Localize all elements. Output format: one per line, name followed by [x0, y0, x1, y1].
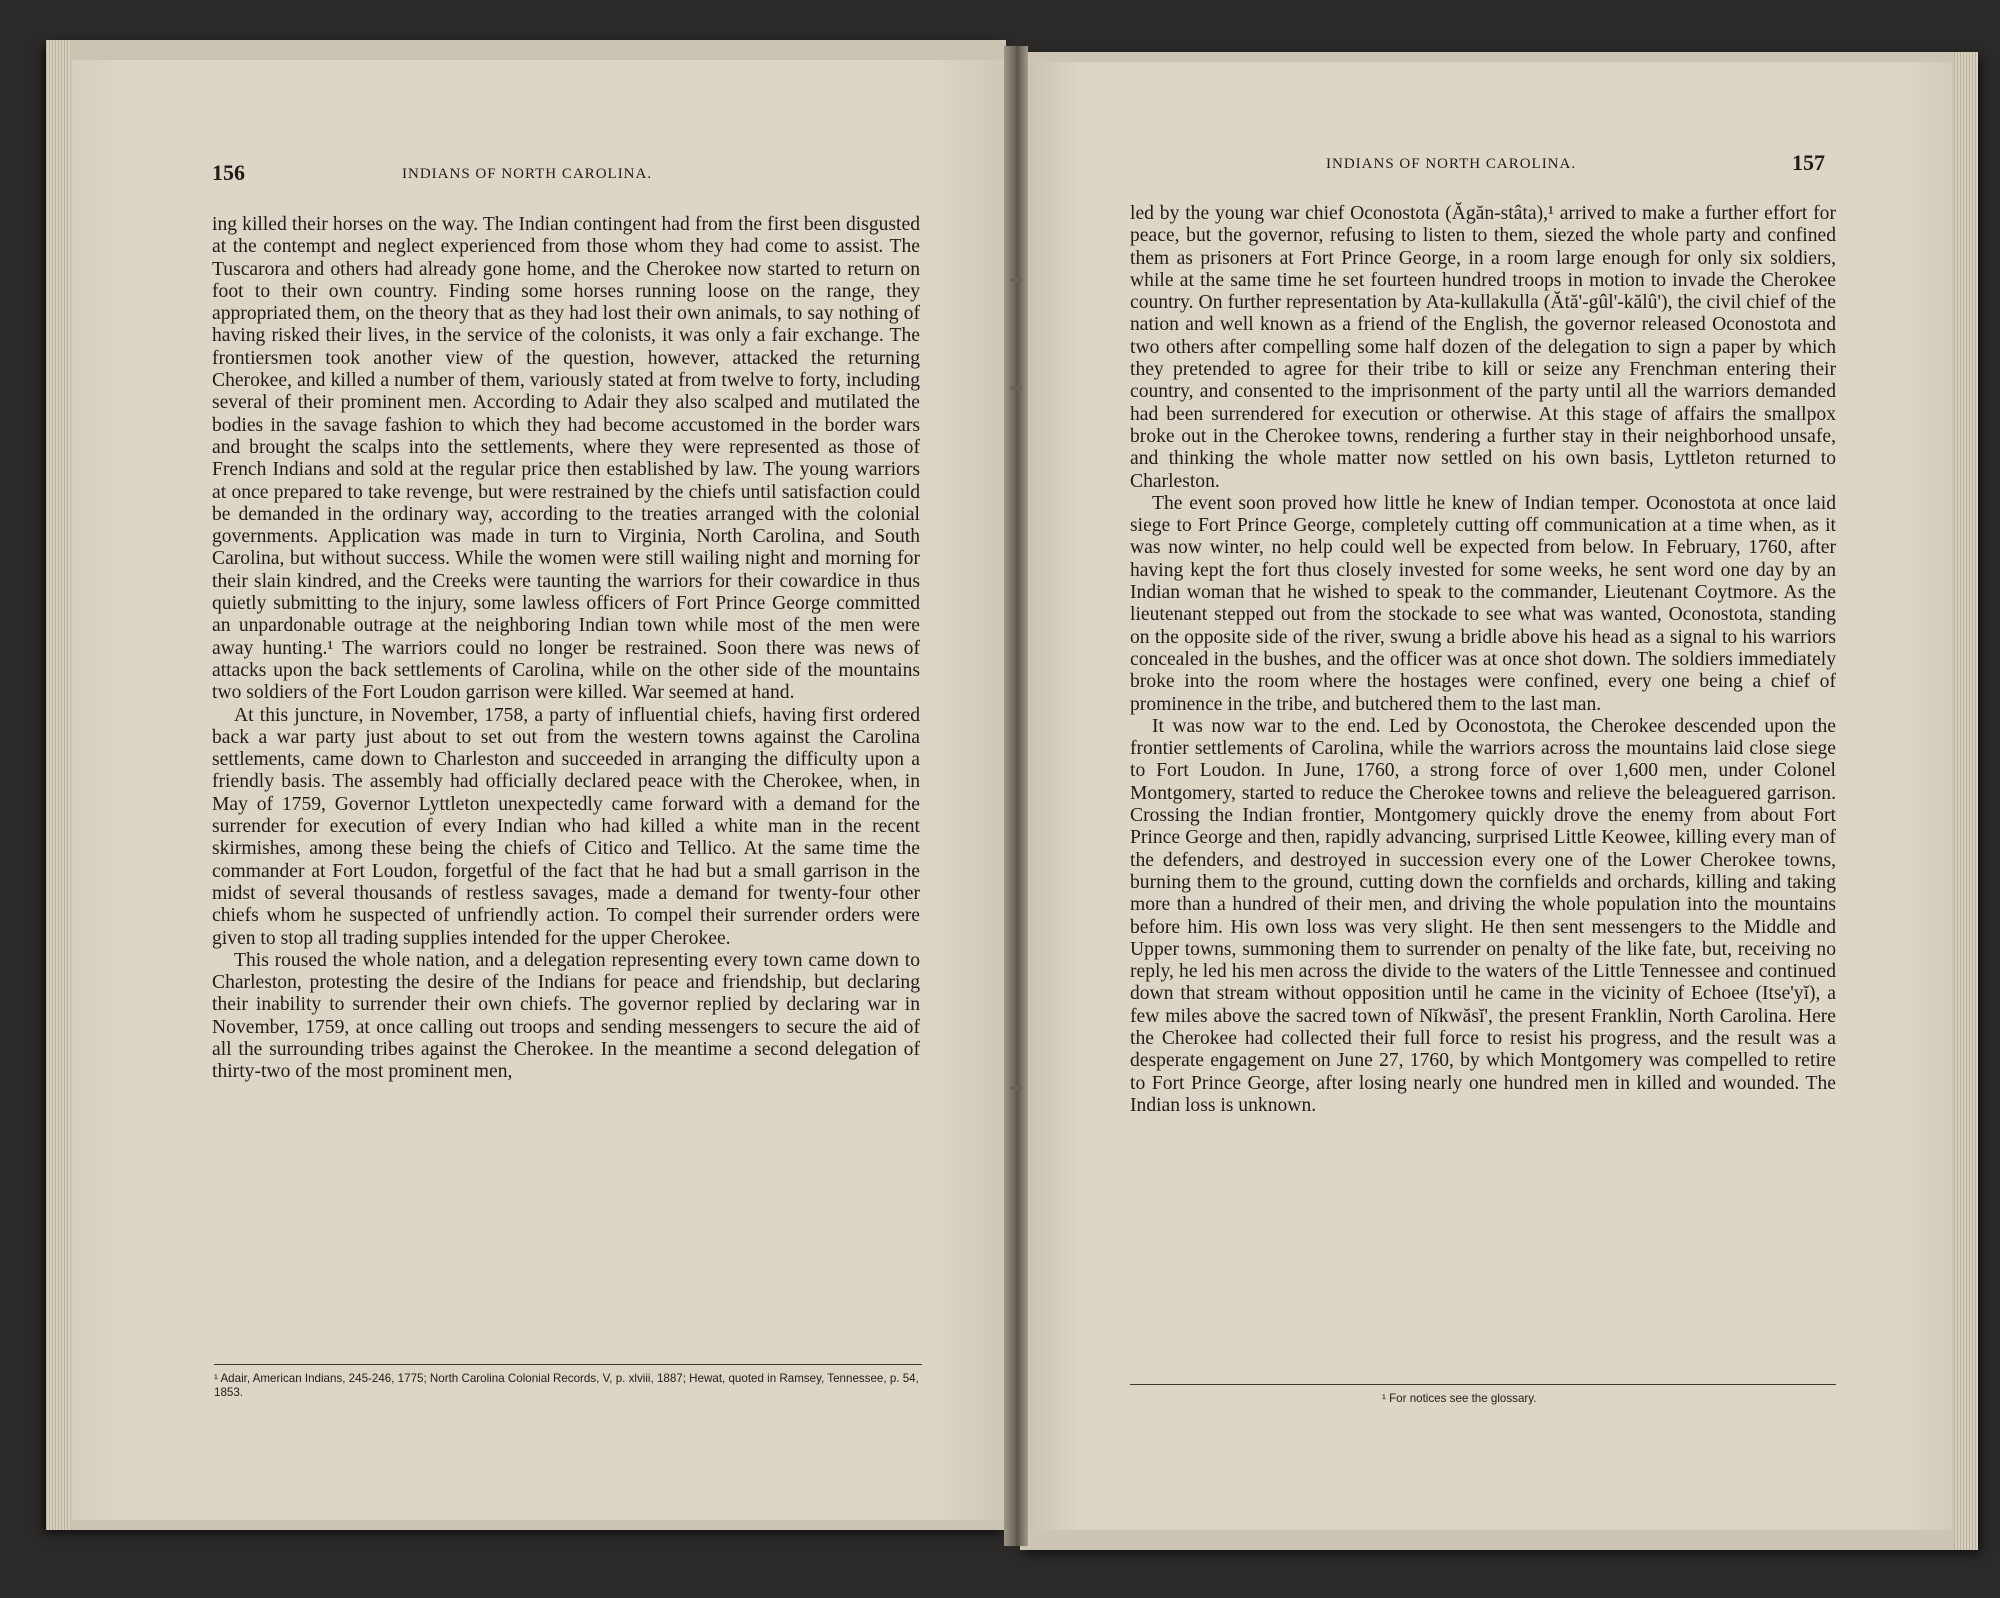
running-head: INDIANS OF NORTH CAROLINA. [402, 166, 653, 182]
footnote: ¹ Adair, American Indians, 245-246, 1775; North Carolina Colonial Records, V, p. xlviii, 1887; Hewat, quoted in Ramsey, Tennessee, p. 54, 1853. [214, 1372, 919, 1399]
footnote: ¹ For notices see the glossary. [1382, 1392, 1537, 1405]
paragraph: ing killed their horses on the way. The Indian contingent had from the first been disgusted at the contempt and neglect experienced from those whom they had come to assist. The Tuscarora and others had already gone home, and the Cherokee now started to return on foot to their own country. Finding some horses running loose on the range, they appropriated them, on the theory that as they had lost their own animals, to say nothing of having risked their lives, in the service of the colonists, it was only a fair exchange. The frontiersmen took another view of the question, however, attacked the returning Cherokee, and killed a number of them, variously stated at from twelve to forty, including several of their prominent men. According to Adair they also scalped and mutilated the bodies in the savage fashion to which they had become accustomed in the border wars and brought the scalps into the settlements, where they were represented as those of French Indians and sold at the regular price then established by law. The young warriors at once prepared to take revenge, but were restrained by the chiefs until satisfaction could be demanded in the ordinary way, according to the treaties arranged with the colonial governments. Application was made in turn to Virginia, North Carolina, and South Carolina, but without success. While the women were still wailing night and morning for their slain kindred, and the Creeks were taunting the warriors for their cowardice in thus quietly submitting to the injury, some lawless officers of Fort Prince George committed an unpardonable outrage at the neighboring Indian town while most of the men were away hunting.¹ The warriors could no longer be restrained. Soon there was news of attacks upon the back settlements of Carolina, while on the other side of the mountains two soldiers of the Fort Loudon garrison were killed. War seemed at hand. [212, 214, 920, 704]
footnote-rule [1130, 1384, 1836, 1385]
page-number: 156 [212, 160, 245, 185]
body-text [1130, 203, 1836, 1117]
paragraph: It was now war to the end. Led by Oconostota, the Cherokee descended upon the frontier settlements of Carolina, while the warriors across the mountains laid close siege to Fort Loudon. In June, 1760, a strong force of over 1,600 men, under Colonel Montgomery, started to reduce the Cherokee towns and relieve the beleaguered garrison. Crossing the Indian frontier, Montgomery quickly drove the enemy from about Fort Prince George and then, rapidly advancing, surprised Little Keowee, killing every man of the defenders, and destroyed in succession every one of the Lower Cherokee towns, burning them to the ground, cutting down the cornfields and orchards, killing and taking more than a hundred of their men, and driving the whole population into the mountains before him. His own loss was very slight. He then sent messengers to the Middle and Upper towns, summoning them to surrender on penalty of the like fate, but, receiving no reply, he led his men across the divide to the waters of the Little Tennessee and continued down that stream without opposition until he came in the vicinity of Echoee (Itse'yĭ), a few miles above the sacred town of Nĭkwăsĭ', the present Franklin, North Carolina. Here the Cherokee had collected their full force to resist his progress, and the result was a desperate engagement on June 27, 1760, by which Montgomery was compelled to retire to Fort Prince George, after losing nearly one hundred men in killed and wounded. The Indian loss is unknown. [1130, 715, 1836, 1116]
paragraph: At this juncture, in November, 1758, a party of influential chiefs, having first ordered back a war party just about to set out from the western towns against the Carolina settlements, came down to Charleston and succeeded in arranging the difficulty upon a friendly basis. The assembly had officially declared peace with the Cherokee, when, in May of 1759, Governor Lyttleton unexpectedly came forward with a demand for the surrender for execution of every Indian who had killed a white man in the recent skirmishes, among these being the chiefs of Citico and Tellico. At the same time the commander at Fort Loudon, forgetful of the fact that he had but a small garrison in the midst of several thousands of restless savages, made a demand for twenty-four other chiefs whom he suspected of unfriendly action. To compel their surrender orders were given to stop all trading supplies intended for the upper Cherokee. [212, 704, 920, 949]
paragraph: The event soon proved how little he knew of Indian temper. Oconostota at once laid siege to Fort Prince George, completely cutting off communication at a time when, as it was now winter, no help could well be expected from below. In February, 1760, after having kept the fort thus closely invested for some weeks, he sent word one day by an Indian woman that he wished to speak to the commander, Lieutenant Coytmore. As the lieutenant stepped out from the stockade to see what was wanted, Oconostota, standing on the opposite side of the river, swung a bridle above his head as a signal to his warriors concealed in the bushes, and the officer was at once shot down. The soldiers immediately broke into the room where the hostages were confined, every one being a chief of prominence in the tribe, and butchered them to the last man. [1130, 492, 1836, 715]
page-number: 157 [1792, 150, 1825, 175]
running-head: INDIANS OF NORTH CAROLINA. [1326, 156, 1577, 172]
paragraph: led by the young war chief Oconostota (Ăgăn-stâta),¹ arrived to make a further effort for peace, but the governor, refusing to listen to them, siezed the whole party and confined them as prisoners at Fort Prince George, in a room large enough for only six soldiers, while at the same time he set fourteen hundred troops in motion to invade the Cherokee country. On further representation by Ata-kullakulla (Ătă'-gûl'-kălû'), the civil chief of the nation and well known as a friend of the English, the governor released Oconostota and two others after compelling some half dozen of the delegation to sign a paper by which they pretended to agree for their tribe to kill or seize any Frenchman entering their country, and consented to the imprisonment of the party until all the warriors demanded had been surrendered for execution or otherwise. At this stage of affairs the smallpox broke out in the Cherokee towns, rendering a further stay in their neighborhood unsafe, and thinking the whole matter now settled on his own basis, Lyttleton returned to Charleston. [1130, 203, 1836, 492]
paragraph: This roused the whole nation, and a delegation representing every town came down to Charleston, protesting the desire of the Indians for peace and friendship, but declaring their inability to surrender their own chiefs. The governor replied by declaring war in November, 1759, at once calling out troops and sending messengers to secure the aid of all the surrounding tribes against the Cherokee. In the meantime a second delegation of thirty-two of the most prominent men, [212, 949, 920, 1083]
